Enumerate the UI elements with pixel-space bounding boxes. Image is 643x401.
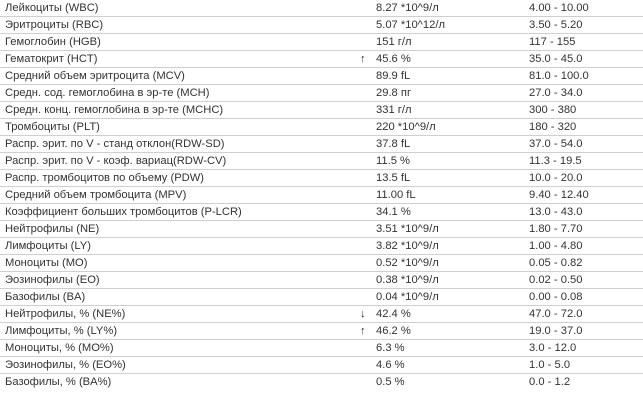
arrow-up-icon: ↑: [360, 51, 376, 68]
test-name: Тромбоциты (PLT): [0, 119, 360, 136]
result-value: 5.07 *10^12/л: [376, 17, 529, 34]
lab-result-row: [0, 204, 643, 221]
arrow-up-icon: ↑: [360, 323, 376, 340]
test-name: Лейкоциты (WBC): [0, 0, 360, 17]
abnormal-flag: [360, 340, 376, 357]
reference-range: 0.05 - 0.82: [529, 255, 643, 272]
lab-result-row: [0, 340, 643, 357]
result-value: 8.27 *10^9/л: [376, 0, 529, 17]
abnormal-flag: [360, 357, 376, 374]
test-name: Коэффициент больших тромбоцитов (P-LCR): [0, 204, 360, 221]
abnormal-flag: [360, 289, 376, 306]
lab-result-row: [0, 221, 643, 238]
test-name: Средн. сод. гемоглобина в эр-те (MCH): [0, 85, 360, 102]
result-value: 6.3 %: [376, 340, 529, 357]
lab-result-row: [0, 136, 643, 153]
lab-result-row: [0, 102, 643, 119]
result-value: 0.04 *10^9/л: [376, 289, 529, 306]
result-value: 13.5 fL: [376, 170, 529, 187]
test-name: Распр. эрит. по V - станд отклон(RDW-SD): [0, 136, 360, 153]
result-value: 3.51 *10^9/л: [376, 221, 529, 238]
lab-result-row: [0, 85, 643, 102]
test-name: Базофилы (BA): [0, 289, 360, 306]
reference-range: 81.0 - 100.0: [529, 68, 643, 85]
reference-range: 117 - 155: [529, 34, 643, 51]
abnormal-flag: [360, 34, 376, 51]
result-value: 45.6 %: [376, 51, 529, 68]
result-value: 34.1 %: [376, 204, 529, 221]
abnormal-flag: [360, 204, 376, 221]
lab-result-row: [0, 51, 643, 68]
lab-result-row: [0, 0, 643, 17]
result-value: 29.8 пг: [376, 85, 529, 102]
arrow-down-icon: ↓: [360, 306, 376, 323]
result-value: 11.5 %: [376, 153, 529, 170]
abnormal-flag: [360, 238, 376, 255]
result-value: 4.6 %: [376, 357, 529, 374]
lab-result-row: [0, 357, 643, 374]
result-value: 3.82 *10^9/л: [376, 238, 529, 255]
result-value: 220 *10^9/л: [376, 119, 529, 136]
test-name: Средн. конц. гемоглобина в эр-те (MCHC): [0, 102, 360, 119]
reference-range: 3.0 - 12.0: [529, 340, 643, 357]
result-value: 0.5 %: [376, 376, 405, 388]
result-value: 0.52 *10^9/л: [376, 255, 529, 272]
test-name: Эозинофилы, % (EO%): [0, 357, 360, 374]
reference-range: 180 - 320: [529, 119, 643, 136]
lab-result-row: [0, 238, 643, 255]
reference-range: 4.00 - 10.00: [529, 0, 643, 17]
abnormal-flag: [360, 85, 376, 102]
test-name: Средний объем тромбоцита (MPV): [0, 187, 360, 204]
reference-range: 1.80 - 7.70: [529, 221, 643, 238]
test-name: Лимфоциты, % (LY%): [0, 323, 360, 340]
abnormal-flag: [360, 272, 376, 289]
abnormal-flag: [360, 102, 376, 119]
lab-result-row: [0, 68, 643, 85]
reference-range: 10.0 - 20.0: [529, 170, 643, 187]
lab-result-row: [0, 119, 643, 136]
lab-result-row: [0, 170, 643, 187]
abnormal-flag: [360, 17, 376, 34]
test-name: Нейтрофилы (NE): [0, 221, 360, 238]
abnormal-flag: [360, 255, 376, 272]
test-name: Моноциты, % (MO%): [0, 340, 360, 357]
test-name: Средний объем эритроцита (MCV): [0, 68, 360, 85]
abnormal-flag: [360, 374, 376, 391]
result-value: 0.38 *10^9/л: [376, 272, 529, 289]
reference-range: 37.0 - 54.0: [529, 136, 643, 153]
abnormal-flag: [360, 136, 376, 153]
reference-range: 1.0 - 5.0: [529, 357, 643, 374]
test-name: Эозинофилы (EO): [0, 272, 360, 289]
lab-result-row: [0, 272, 643, 289]
reference-range: 9.40 - 12.40: [529, 187, 643, 204]
test-name: Нейтрофилы, % (NE%): [0, 306, 360, 323]
result-value: 46.2 %: [376, 323, 529, 340]
lab-result-row: [0, 374, 643, 391]
reference-range: 3.50 - 5.20: [529, 17, 643, 34]
result-value: 331 г/л: [376, 102, 529, 119]
test-name: Эритроциты (RBC): [0, 17, 360, 34]
test-name: Распр. эрит. по V - коэф. вариац(RDW-CV): [0, 153, 360, 170]
lab-result-row: [0, 289, 643, 306]
lab-result-row: [0, 306, 643, 323]
lab-result-row: [0, 187, 643, 204]
result-value: 89.9 fL: [376, 68, 529, 85]
abnormal-flag: [360, 68, 376, 85]
abnormal-flag: [360, 221, 376, 238]
reference-range: 0.00 - 0.08: [529, 289, 643, 306]
reference-range: 300 - 380: [529, 102, 643, 119]
abnormal-flag: [360, 119, 376, 136]
result-value: 151 г/л: [376, 34, 529, 51]
reference-range: 0.02 - 0.50: [529, 272, 643, 289]
test-name: Базофилы, % (BA%): [5, 376, 112, 388]
result-value: 42.4 %: [376, 306, 529, 323]
reference-range: 27.0 - 34.0: [529, 85, 643, 102]
test-name: Распр. тромбоцитов по объему (PDW): [0, 170, 360, 187]
abnormal-flag: [360, 187, 376, 204]
test-name: Лимфоциты (LY): [0, 238, 360, 255]
test-name: Гемоглобин (HGB): [0, 34, 360, 51]
lab-result-row: [0, 255, 643, 272]
test-name: Моноциты (MO): [0, 255, 360, 272]
lab-result-row: [0, 153, 643, 170]
reference-range: 11.3 - 19.5: [529, 153, 643, 170]
reference-range: 0.0 - 1.2: [529, 376, 571, 388]
lab-result-row: [0, 34, 643, 51]
abnormal-flag: [360, 153, 376, 170]
result-value: 37.8 fL: [376, 136, 529, 153]
reference-range: 1.00 - 4.80: [529, 238, 643, 255]
reference-range: 13.0 - 43.0: [529, 204, 643, 221]
lab-result-row: [0, 323, 643, 340]
reference-range: 35.0 - 45.0: [529, 51, 643, 68]
abnormal-flag: [360, 0, 376, 17]
result-value: 11.00 fL: [376, 187, 529, 204]
abnormal-flag: [360, 170, 376, 187]
reference-range: 19.0 - 37.0: [529, 323, 643, 340]
lab-result-row: [0, 17, 643, 34]
reference-range: 47.0 - 72.0: [529, 306, 643, 323]
test-name: Гематокрит (HCT): [0, 51, 360, 68]
